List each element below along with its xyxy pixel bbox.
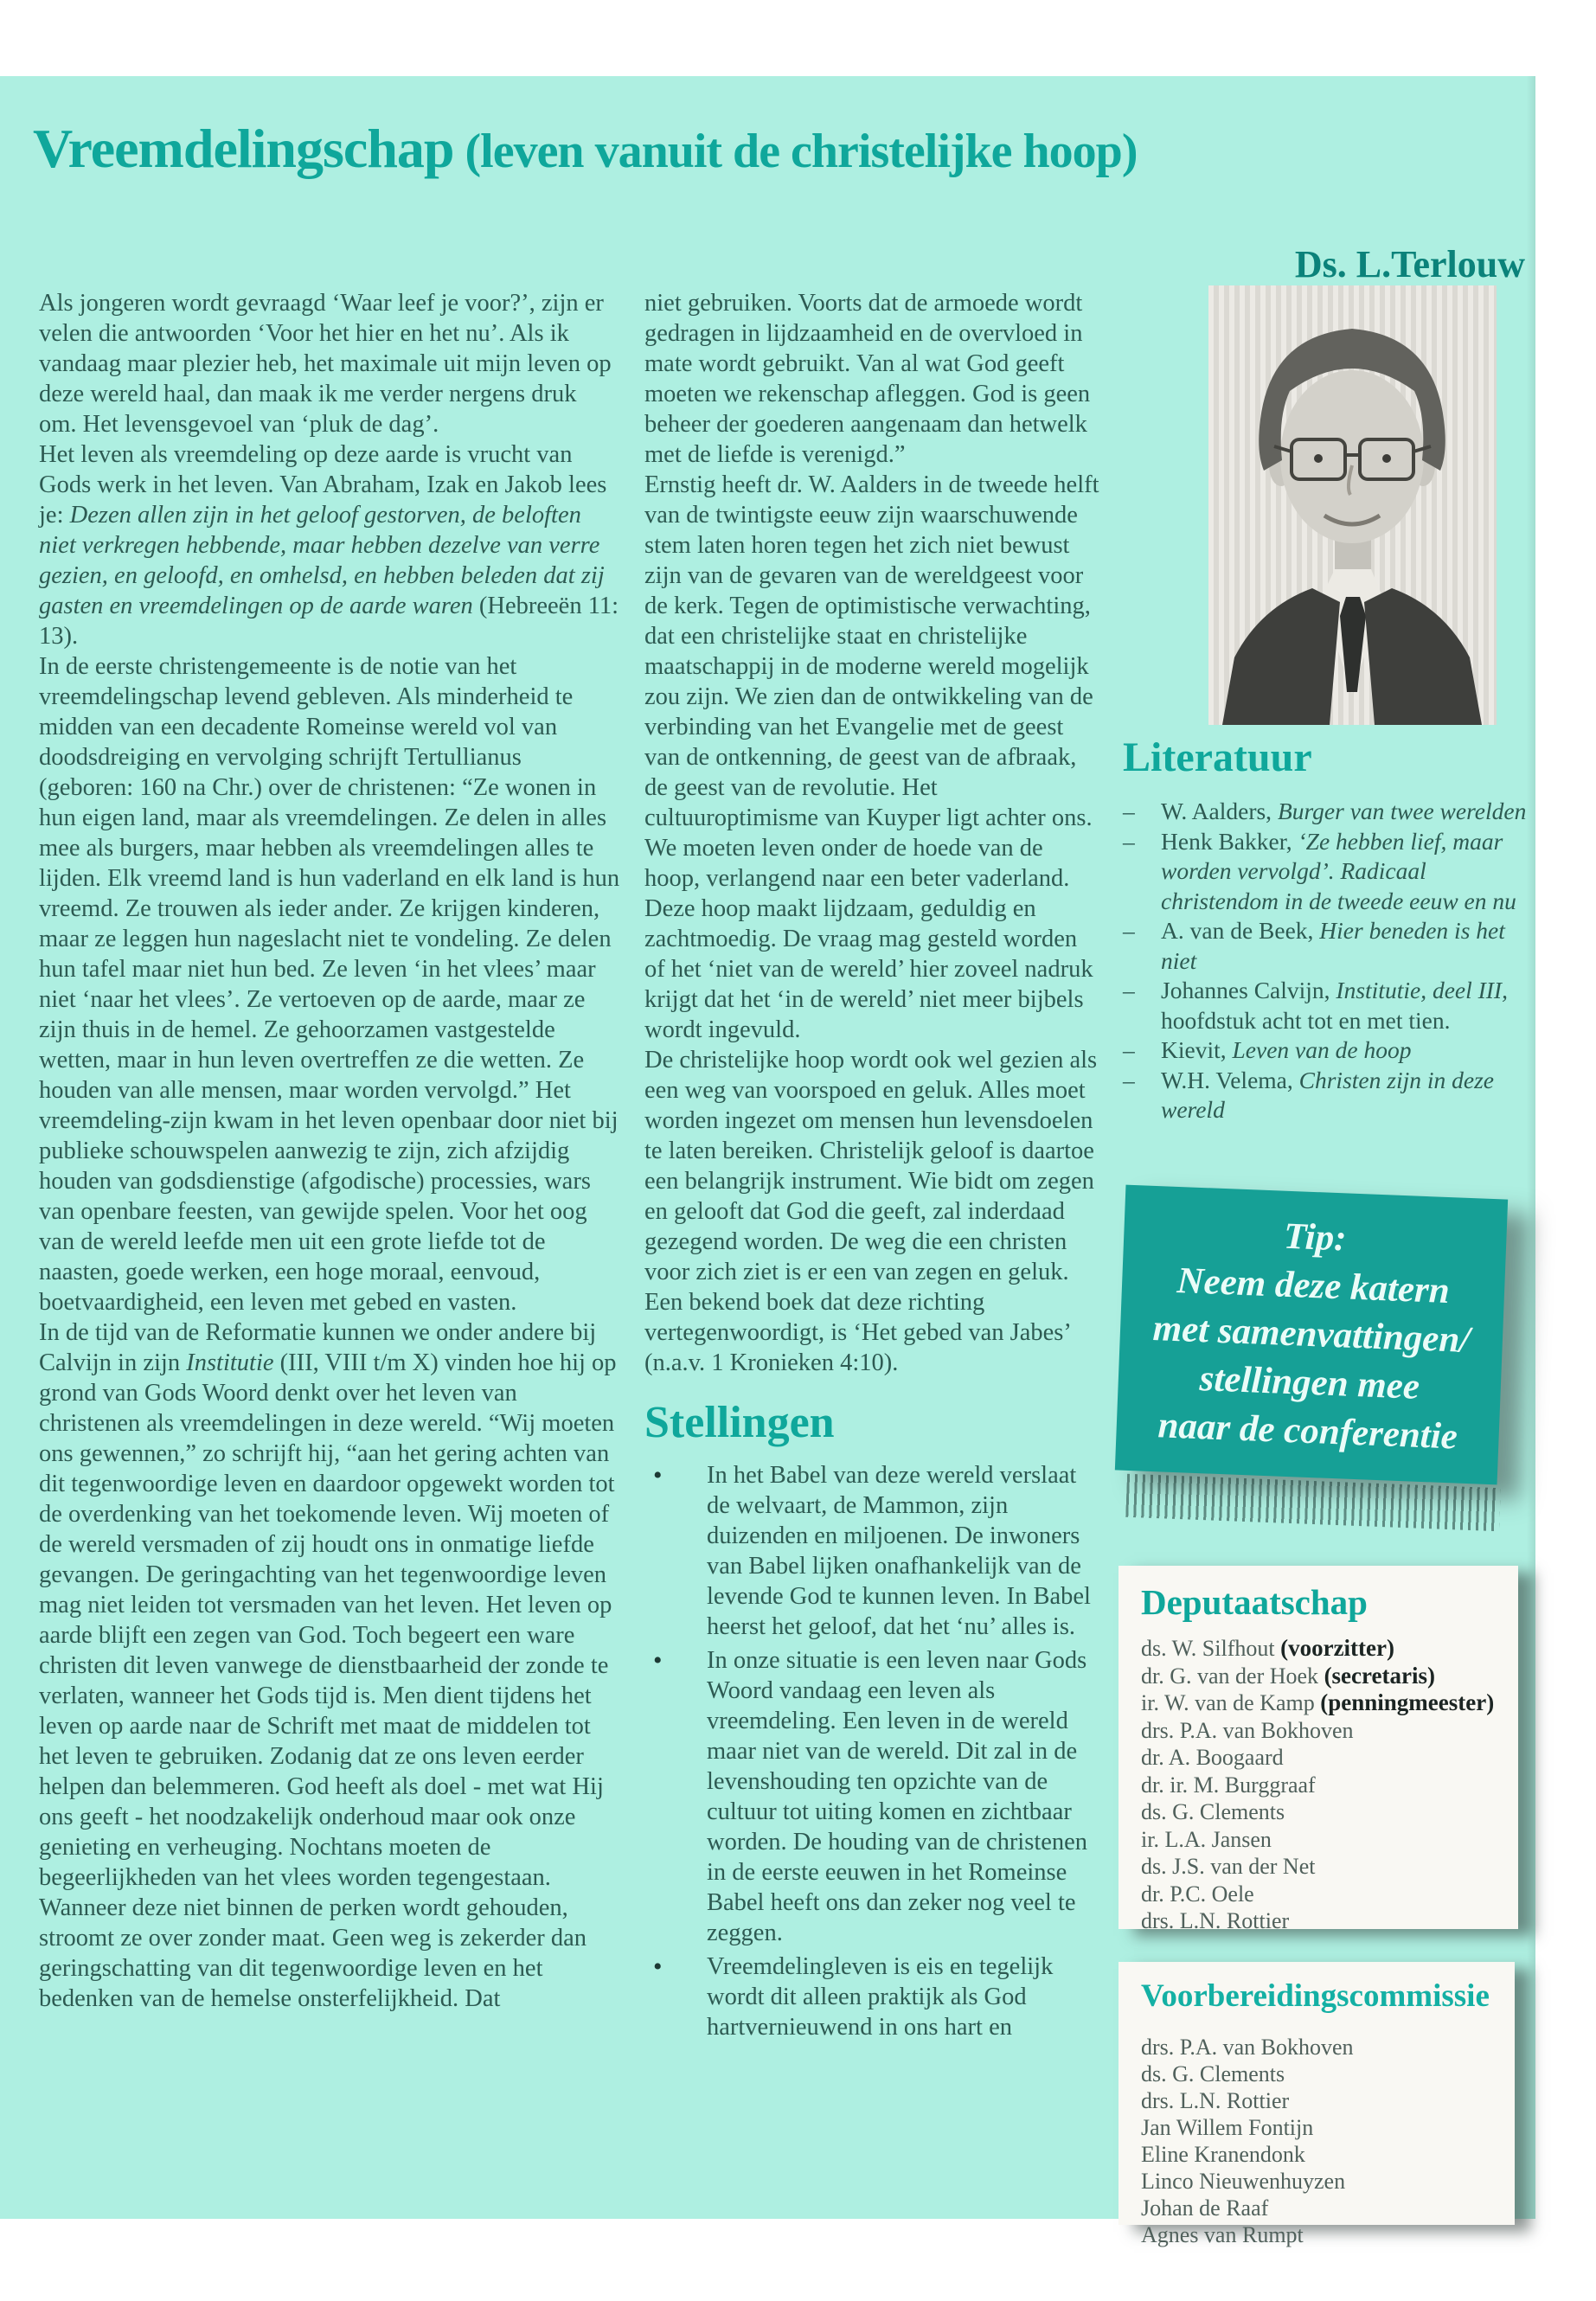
literature-heading: Literatuur: [1123, 734, 1312, 780]
member-row: Jan Willem Fontijn: [1141, 2115, 1314, 2140]
list-marker: •: [653, 1461, 663, 1490]
voorbereidingscommissie-heading: Voorbereidingscommissie: [1141, 1978, 1490, 2014]
deputaatschap-box: [1118, 1566, 1518, 1933]
tip-line: Neem deze katern: [1176, 1260, 1451, 1312]
member-row: drs. P.A. van Bokhoven: [1141, 1717, 1354, 1743]
list-item-text: W. Aalders, Burger van twee werelden: [1161, 798, 1527, 824]
member-row: ir. L.A. Jansen: [1141, 1826, 1272, 1852]
stellingen-list: [644, 1460, 1100, 2042]
list-item-text: Kievit, Leven van de hoop: [1161, 1036, 1412, 1063]
list-item-text: A. van de Beek, Hier beneden is het niet: [1161, 917, 1505, 974]
body-column-1: [39, 288, 620, 2219]
deputaatschap-member-list: [1141, 1635, 1509, 1935]
literature-section: [1123, 734, 1531, 1125]
paragraph: In de tijd van de Reformatie kunnen we onder andere bij Calvijn in zijn Institutie (III, VIII t/m X) vinden hoe hij op grond van Gods Woord denkt over het leven van christenen als vreemdelingen in deze wereld. “Wij moeten ons gewennen,” zo schrijft hij, “aan het gering achten van dit tegenwoordige leven en daardoor opgewekt worden tot de overdenking van het toekomende leven. Wij moeten of de wereld versmaden of zij houdt ons in onmatige liefde gevangen. De geringachting van het tegenwoordige leven mag niet leiden tot versmaden van het leven. Het leven op aarde blijft een zegen van God. Toch begeert een ware christen dit leven vanwege de dienstbaarheid der zonde te verlaten, wanneer het Gods tijd is. Men dient tijdens het leven op aarde naar de Schrift met maat de middelen tot het leven te gebruiken. Zodanig dat ze ons leven eerder helpen dan belemmeren. God heeft als doel - met wat Hij ons geeft - het noodzakelijk onderhoud maar ook onze genieting en verheuging. Nochtans moeten de begeerlijkheden van het vlees worden tegengestaan. Wanneer deze niet binnen de perken wordt gehouden, stroomt ze over zonder maat. Geen weg is zekerder dan geringschatting van dit tegenwoordige leven en het bedenken van de hemelse onsterfelijkheid. Dat: [39, 1319, 617, 2012]
literature-item: [1123, 1066, 1531, 1125]
literature-item: [1123, 976, 1531, 1035]
member-row: [1141, 1663, 1509, 1690]
paragraph: De christelijke hoop wordt ook wel gezien als een weg van voorspoed en geluk. Alles moet worden ingezet om mensen hun levensdoelen te laten bereiken. Christelijk geloof is daartoe een belangrijk instrument. Wie bidt om zegen en gelooft dat God die geeft, zal inderdaad gezegend worden. De weg die een christen voor zich ziet is er een van zegen en geluk. Een bekend boek dat deze richting vertegenwoordigt, is ‘Het gebed van Jabes’ (n.a.v. 1 Kronieken 4:10).: [644, 1047, 1098, 1376]
paragraph: In de eerste christengemeente is de notie van het vreemdelingschap levend gebleven. Als minderheid te midden van een decadente Romeinse wereld vol van doodsdreiging en vervolging schrijft Tertullianus (geboren: 160 na Chr.) over de christenen: “Ze wonen in hun eigen land, maar als vreemdelingen. Ze delen in alles mee als burgers, maar hebben als vreemdelingen alles te lijden. Elk vreemd land is hun vaderland en elk land is hun vreemd. Ze trouwen als ieder ander. Ze krijgen kinderen, maar ze leggen hun nageslacht niet te vondeling. Ze delen hun tafel maar niet hun bed. Ze leven ‘in het vlees’ maar niet ‘naar het vlees’. Ze vertoeven op de aarde, maar ze zijn thuis in de hemel. Ze gehoorzamen vastgestelde wetten, maar in hun leven overtreffen ze die wetten. Ze houden van alle mensen, maar worden vervolgd.” Het vreemdeling-zijn kwam in het leven openbaar door niet bij publieke schouwspelen aanwezig te zijn, zich afzijdig houden van godsdienstige (afgodische) processies, wars van openbare feesten, van gewijde spelen. Voor het oog van de wereld leefde men uit een grote liefde tot de naasten, goede werken, een hoge moraal, eenvoud, boetvaardigheid, een leven met gebed en vasten.: [39, 653, 620, 1316]
stelling-item: [644, 1952, 1100, 2042]
list-marker: –: [1123, 827, 1135, 855]
paragraph: Het leven als vreemdeling op deze aarde is vrucht van Gods werk in het leven. Van Abraham, Izak en Jakob lees je: Dezen allen zijn in het geloof gestorven, de beloften niet verkregen hebbende, maar hebben dezelve van verre gezien, en geloofd, en omhelsd, en hebben beleden dat zij gasten en vreemdelingen op de aarde waren (Hebreeën 11: 13).: [39, 441, 619, 650]
member-name: dr. G. van der Hoek: [1141, 1663, 1324, 1689]
member-row: Agnes van Rumpt: [1141, 2222, 1304, 2247]
page-title-main: Vreemdelingschap: [33, 118, 454, 179]
tip-line: Tip:: [1283, 1215, 1348, 1259]
commissie-member-list: [1141, 2034, 1506, 2248]
list-item-text: W.H. Velema, Christen zijn in deze wereld: [1161, 1066, 1494, 1123]
member-name: ir. W. van de Kamp: [1141, 1690, 1321, 1715]
body-column-2: [644, 288, 1100, 2219]
tip-line: naar de conferentie: [1157, 1405, 1458, 1458]
paragraph: Als jongeren wordt gevraagd ‘Waar leef je voor?’, zijn er velen die antwoorden ‘Voor het hier en het nu’. Als ik vandaag maar plezier heb, het maximale uit mijn leven op deze wereld haal, dan maak ik me verder nergens druk om. Het levensgevoel van ‘pluk de dag’.: [39, 290, 612, 438]
list-marker: •: [653, 1952, 663, 1981]
stelling-item: [644, 1645, 1100, 1948]
tip-note: [1115, 1185, 1508, 1485]
member-name: ds. W. Silfhout: [1141, 1636, 1281, 1661]
list-item-text: Johannes Calvijn, Institutie, deel III, hoofdstuk acht tot en met tien.: [1161, 977, 1508, 1034]
page-title-sub: (leven vanuit de christelijke hoop): [453, 125, 1138, 178]
list-item-text: In het Babel van deze wereld verslaat de welvaart, de Mammon, zijn duizenden en miljoenen. De inwoners van Babel lijken onafhankelijk van de levende God te kunnen leven. In Babel heerst het geloof, dat het ‘nu’ alles is.: [707, 1462, 1091, 1640]
member-row: Eline Kranendonk: [1141, 2142, 1305, 2167]
deputaatschap-heading: Deputaatschap: [1141, 1582, 1368, 1622]
member-role: (secretaris): [1324, 1662, 1435, 1689]
member-row: Johan de Raaf: [1141, 2195, 1269, 2221]
member-row: dr. A. Boogaard: [1141, 1745, 1284, 1770]
list-marker: –: [1123, 1036, 1135, 1063]
member-row: ds. J.S. van der Net: [1141, 1854, 1316, 1879]
member-row: ds. G. Clements: [1141, 2061, 1285, 2086]
list-marker: –: [1123, 917, 1135, 944]
author-photo-image: [1208, 285, 1497, 725]
author-portrait-illustration: [1208, 285, 1497, 725]
literature-item: [1123, 1035, 1531, 1066]
list-marker: –: [1123, 1066, 1135, 1093]
paragraph: Ernstig heeft dr. W. Aalders in de tweede helft van de twintigste eeuw zijn waarschuwende stem laten horen tegen het zich niet bewust zijn van de gevaren van de wereldgeest voor de kerk. Tegen de optimistische verwachting, dat een christelijke staat en christelijke maatschappij in de moderne wereld mogelijk zou zijn. We zien dan de ontwikkeling van de verbinding van het Evangelie met de geest van de ontkenning, de geest van de afbraak, de geest van de revolutie. Het cultuuroptimisme van Kuyper ligt achter ons. We moeten leven onder de hoede van de hoop, verlangend naar een beter vaderland. Deze hoop maakt lijdzaam, geduldig en zachtmoedig. De vraag mag gesteld worden of het ‘niet van de wereld’ hier zoveel nadruk krijgt dat het ‘in de wereld’ niet meer bijbels wordt ingevuld.: [644, 471, 1099, 1043]
member-row: ds. G. Clements: [1141, 1799, 1285, 1824]
member-row: drs. L.N. Rottier: [1141, 2088, 1290, 2113]
member-row: Linco Nieuwenhuyzen: [1141, 2169, 1346, 2194]
member-row: [1141, 1635, 1509, 1663]
member-row: dr. ir. M. Burggraaf: [1141, 1772, 1316, 1798]
member-row: drs. P.A. van Bokhoven: [1141, 2035, 1354, 2060]
member-role: (voorzitter): [1280, 1635, 1394, 1661]
list-item-text: Vreemdelingleven is eis en tegelijk wordt dit alleen praktijk als God hartvernieuwend in ons hart en: [707, 1953, 1054, 2041]
column-2-paragraphs: [644, 288, 1100, 1378]
member-row: drs. L.N. Rottier: [1141, 1908, 1290, 1933]
voorbereidingscommissie-box: [1118, 1962, 1515, 2247]
list-marker: –: [1123, 798, 1135, 824]
page-title: [33, 119, 1529, 177]
literature-item: [1123, 827, 1531, 917]
member-row: dr. P.C. Oele: [1141, 1881, 1254, 1907]
literature-item: [1123, 797, 1531, 827]
stelling-item: [644, 1460, 1100, 1642]
literature-list: [1123, 797, 1531, 1125]
stellingen-heading: Stellingen: [644, 1398, 835, 1447]
member-row: [1141, 1689, 1509, 1717]
list-item-text: Henk Bakker, ‘Ze hebben lief, maar worden vervolgd’. Radicaal christendom in de tweede eeuw en nu: [1161, 827, 1516, 914]
list-marker: –: [1123, 977, 1135, 1003]
tip-line: met samenvattingen/: [1151, 1307, 1471, 1362]
literature-item: [1123, 916, 1531, 976]
member-role: (penningmeester): [1320, 1689, 1495, 1715]
author-name: Ds. L.Terlouw: [1294, 243, 1525, 285]
list-marker: •: [653, 1646, 663, 1675]
paragraph: niet gebruiken. Voorts dat de armoede wordt gedragen in lijdzaamheid en de overvloed in mate wordt gebruikt. Van al wat God geeft moeten we rekenschap afleggen. God is geen beheer der goederen aangenaam dan hetwelk met de liefde is verenigd.”: [644, 290, 1091, 468]
tip-line: stellingen mee: [1198, 1358, 1420, 1407]
list-item-text: In onze situatie is een leven naar Gods Woord vandaag een leven als vreemdeling. Een leven in de wereld maar niet van de wereld. Dit zal in de levenshouding ten opzichte van de cultuur tot uiting komen en zichtbaar worden. De houding van de christenen in de eerste eeuwen in het Romeinse Babel heeft ons dan zeker nog veel te zeggen.: [707, 1647, 1088, 1946]
